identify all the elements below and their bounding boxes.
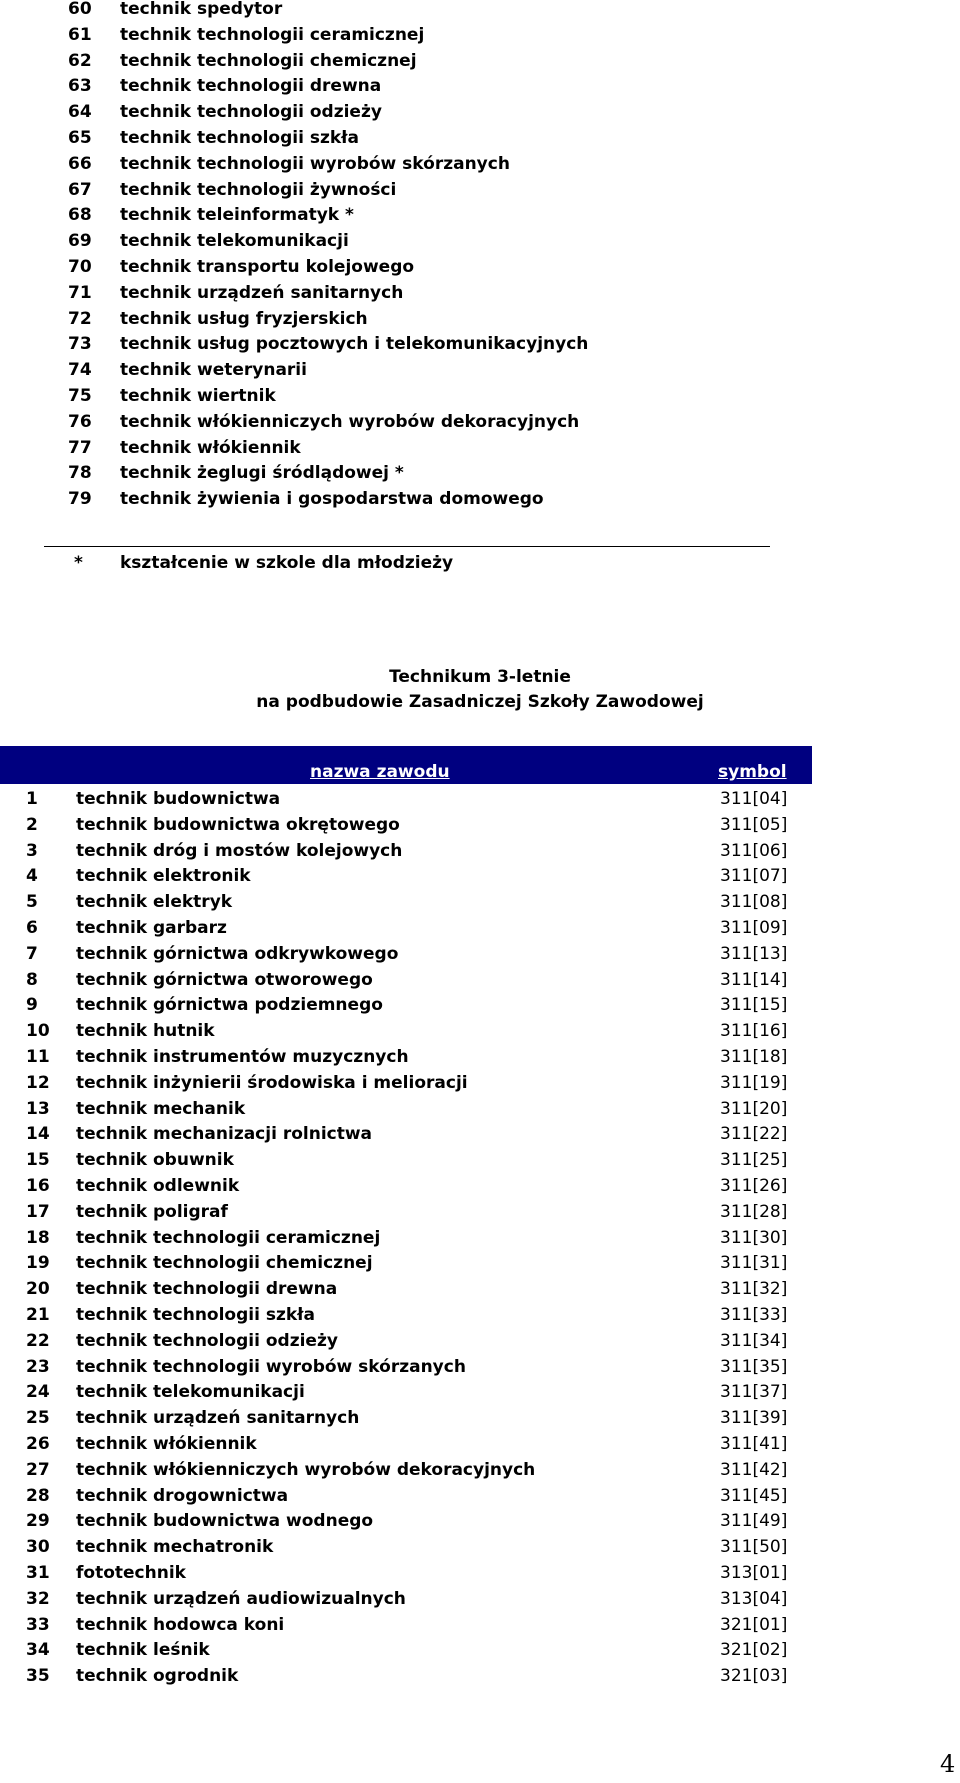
row-number: 23 [26, 1356, 50, 1377]
list-item-name: technik technologii żywności [120, 179, 397, 200]
table-row [0, 1380, 900, 1406]
list-item [0, 74, 900, 100]
occupation-name: technik obuwnik [76, 1150, 234, 1171]
list-item-name: technik teleinformatyk * [120, 205, 354, 226]
occupation-name: technik telekomunikacji [76, 1382, 305, 1403]
occupation-symbol: 321[02] [720, 1640, 788, 1661]
table-row [0, 1303, 900, 1329]
table-row [0, 1071, 900, 1097]
occupation-name: technik budownictwa okrętowego [76, 814, 400, 835]
occupation-symbol: 311[22] [720, 1124, 788, 1145]
table-row [0, 864, 900, 890]
row-number: 10 [26, 1021, 50, 1042]
table-row [0, 1638, 900, 1664]
row-number: 24 [26, 1382, 50, 1403]
occupation-symbol: 311[15] [720, 995, 788, 1016]
table-row [0, 1226, 900, 1252]
row-number: 33 [26, 1614, 50, 1635]
occupation-name: technik technologii ceramicznej [76, 1227, 381, 1248]
occupation-symbol: 311[31] [720, 1253, 788, 1274]
list-item [0, 229, 900, 255]
list-item [0, 152, 900, 178]
list-item [0, 332, 900, 358]
table-row [0, 1122, 900, 1148]
column-header-symbol: symbol [718, 762, 787, 782]
occupation-name: technik elektryk [76, 892, 233, 913]
occupation-symbol: 311[30] [720, 1227, 788, 1248]
table-row [0, 1509, 900, 1535]
occupation-symbol: 321[03] [720, 1666, 788, 1687]
list-item-name: technik technologii chemicznej [120, 50, 417, 71]
occupation-name: technik technologii odzieży [76, 1330, 338, 1351]
column-header-name: nazwa zawodu [310, 762, 450, 782]
occupation-name: technik włókienniczych wyrobów dekoracyjnych [76, 1459, 536, 1480]
occupation-symbol: 311[49] [720, 1511, 788, 1532]
table-row [0, 968, 900, 994]
occupation-name: technik technologii chemicznej [76, 1253, 373, 1274]
list-item [0, 255, 900, 281]
list-item-name: technik włókiennik [120, 437, 301, 458]
row-number: 20 [26, 1279, 50, 1300]
occupation-name: technik dróg i mostów kolejowych [76, 840, 403, 861]
occupation-name: technik technologii szkła [76, 1304, 315, 1325]
row-number: 32 [26, 1588, 50, 1609]
list-item-number: 71 [68, 282, 92, 303]
occupation-name: technik urządzeń audiowizualnych [76, 1588, 406, 1609]
occupation-name: technik włókiennik [76, 1433, 257, 1454]
list-item-number: 64 [68, 102, 92, 123]
list-item [0, 281, 900, 307]
section-subtitle: na podbudowie Zasadniczej Szkoły Zawodowej [256, 692, 704, 712]
list-item-name: technik technologii szkła [120, 127, 359, 148]
list-item-number: 66 [68, 153, 92, 174]
occupation-symbol: 321[01] [720, 1614, 788, 1635]
row-number: 34 [26, 1640, 50, 1661]
occupation-symbol: 311[08] [720, 892, 788, 913]
table-row [0, 1174, 900, 1200]
table-row [0, 1277, 900, 1303]
list-item-number: 61 [68, 24, 92, 45]
occupation-name: technik budownictwa wodnego [76, 1511, 374, 1532]
table-row [0, 1355, 900, 1381]
list-item [0, 487, 900, 513]
occupation-name: technik leśnik [76, 1640, 210, 1661]
table-row [0, 1458, 900, 1484]
list-item-name: technik wiertnik [120, 385, 276, 406]
occupation-symbol: 311[16] [720, 1021, 788, 1042]
occupation-symbol: 311[18] [720, 1046, 788, 1067]
table-row [0, 1664, 900, 1690]
occupation-symbol: 311[07] [720, 866, 788, 887]
table-row [0, 1148, 900, 1174]
occupation-symbol: 311[14] [720, 969, 788, 990]
row-number: 1 [26, 789, 38, 809]
table-row [0, 1613, 900, 1639]
occupation-name: technik górnictwa podziemnego [76, 995, 383, 1016]
table-row [0, 1535, 900, 1561]
row-number: 26 [26, 1433, 50, 1454]
occupation-name: technik technologii drewna [76, 1279, 338, 1300]
row-number: 14 [26, 1124, 50, 1145]
occupation-symbol: 313[04] [720, 1588, 788, 1609]
table-row [0, 1406, 900, 1432]
list-item [0, 49, 900, 75]
occupation-name: technik urządzeń sanitarnych [76, 1408, 360, 1429]
occupation-symbol: 311[45] [720, 1485, 788, 1506]
table-row [0, 993, 900, 1019]
list-item [0, 0, 900, 23]
table-row [0, 1045, 900, 1071]
occupation-symbol: 313[01] [720, 1562, 788, 1583]
occupation-symbol: 311[25] [720, 1150, 788, 1171]
list-item [0, 436, 900, 462]
table-row [0, 1561, 900, 1587]
row-number: 30 [26, 1537, 50, 1558]
table-row [0, 1251, 900, 1277]
page-number: 4 [940, 1750, 956, 1778]
row-number: 2 [26, 814, 38, 835]
occupation-symbol: 311[19] [720, 1072, 788, 1093]
row-number: 6 [26, 917, 38, 938]
list-item [0, 23, 900, 49]
table-row [0, 1587, 900, 1613]
occupation-symbol: 311[50] [720, 1537, 788, 1558]
occupation-name: technik instrumentów muzycznych [76, 1046, 409, 1067]
occupation-symbol: 311[35] [720, 1356, 788, 1377]
list-item-name: technik technologii drewna [120, 76, 382, 97]
row-number: 16 [26, 1175, 50, 1196]
occupation-symbol: 311[20] [720, 1098, 788, 1119]
occupation-name: technik górnictwa otworowego [76, 969, 373, 990]
occupation-name: technik inżynierii środowiska i melioracji [76, 1072, 468, 1093]
footnote-text: kształcenie w szkole dla młodzieży [120, 553, 454, 573]
row-number: 9 [26, 995, 38, 1016]
occupation-symbol: 311[39] [720, 1408, 788, 1429]
occupation-symbol: 311[26] [720, 1175, 788, 1196]
list-item-name: technik usług fryzjerskich [120, 308, 368, 329]
row-number: 18 [26, 1227, 50, 1248]
footnote-divider [44, 546, 770, 547]
list-item-number: 77 [68, 437, 92, 458]
list-item-number: 74 [68, 360, 92, 381]
table-row [0, 1019, 900, 1045]
list-item [0, 410, 900, 436]
list-item-name: technik technologii wyrobów skórzanych [120, 153, 510, 174]
list-item-number: 79 [68, 489, 92, 510]
row-number: 4 [26, 866, 38, 887]
footnote-mark: * [74, 553, 83, 573]
list-item-name: technik telekomunikacji [120, 231, 349, 252]
list-item-number: 75 [68, 385, 92, 406]
row-number: 17 [26, 1201, 50, 1222]
occupation-symbol: 311[37] [720, 1382, 788, 1403]
occupation-name: fototechnik [76, 1562, 186, 1583]
table-row [0, 1097, 900, 1123]
list-item [0, 178, 900, 204]
occupation-name: technik mechanik [76, 1098, 246, 1119]
list-item-number: 65 [68, 127, 92, 148]
row-number: 5 [26, 892, 38, 913]
occupation-symbol: 311[34] [720, 1330, 788, 1351]
occupation-symbol: 311[13] [720, 943, 788, 964]
list-item-number: 73 [68, 334, 92, 355]
list-item-name: technik technologii odzieży [120, 102, 382, 123]
row-number: 19 [26, 1253, 50, 1274]
occupation-symbol: 311[28] [720, 1201, 788, 1222]
occupation-name: technik technologii wyrobów skórzanych [76, 1356, 466, 1377]
table-row [0, 1200, 900, 1226]
list-item-number: 72 [68, 308, 92, 329]
section-title: Technikum 3-letnie [389, 667, 571, 687]
occupation-name: technik górnictwa odkrywkowego [76, 943, 399, 964]
list-item [0, 461, 900, 487]
row-number: 28 [26, 1485, 50, 1506]
list-item-number: 62 [68, 50, 92, 71]
list-item-number: 78 [68, 463, 92, 484]
occupation-name: technik mechanizacji rolnictwa [76, 1124, 373, 1145]
list-item-name: technik włókienniczych wyrobów dekoracyjnych [120, 411, 580, 432]
occupation-symbol: 311[09] [720, 917, 788, 938]
list-item-number: 60 [68, 0, 92, 19]
list-item [0, 358, 900, 384]
list-item [0, 203, 900, 229]
row-number: 3 [26, 840, 38, 861]
row-number: 8 [26, 969, 38, 990]
occupation-symbol: 311[05] [720, 814, 788, 835]
table-row [0, 916, 900, 942]
row-number: 31 [26, 1562, 50, 1583]
occupation-symbol: 311[32] [720, 1279, 788, 1300]
occupation-name: technik mechatronik [76, 1537, 274, 1558]
occupation-symbol: 311[42] [720, 1459, 788, 1480]
list-item-number: 67 [68, 179, 92, 200]
table-row [0, 839, 900, 865]
row-number: 7 [26, 943, 38, 964]
table-row [0, 1329, 900, 1355]
occupation-table [0, 787, 900, 1690]
list-item-name: technik transportu kolejowego [120, 256, 415, 277]
row-number: 11 [26, 1046, 50, 1067]
row-number: 12 [26, 1072, 50, 1093]
list-item-number: 70 [68, 256, 92, 277]
table-row [0, 1432, 900, 1458]
list-item [0, 126, 900, 152]
list-item-number: 68 [68, 205, 92, 226]
list-item-number: 76 [68, 411, 92, 432]
list-item-name: technik weterynarii [120, 360, 307, 381]
list-item-name: technik spedytor [120, 0, 283, 19]
list-item-name: technik urządzeń sanitarnych [120, 282, 404, 303]
occupation-name: technik drogownictwa [76, 1485, 289, 1506]
list-item [0, 100, 900, 126]
occupation-list-continuation [0, 0, 900, 513]
row-number: 22 [26, 1330, 50, 1351]
occupation-symbol: 311[04] [720, 789, 788, 809]
table-row [0, 1484, 900, 1510]
row-number: 25 [26, 1408, 50, 1429]
table-row [0, 813, 900, 839]
row-number: 13 [26, 1098, 50, 1119]
table-row [0, 890, 900, 916]
list-item-name: technik usług pocztowych i telekomunikacyjnych [120, 334, 589, 355]
occupation-symbol: 311[06] [720, 840, 788, 861]
list-item-number: 69 [68, 231, 92, 252]
occupation-name: technik budownictwa [76, 789, 281, 809]
list-item [0, 384, 900, 410]
list-item-name: technik technologii ceramicznej [120, 24, 425, 45]
occupation-symbol: 311[33] [720, 1304, 788, 1325]
list-item-name: technik żywienia i gospodarstwa domowego [120, 489, 544, 510]
row-number: 15 [26, 1150, 50, 1171]
list-item-number: 63 [68, 76, 92, 97]
occupation-name: technik ogrodnik [76, 1666, 239, 1687]
row-number: 27 [26, 1459, 50, 1480]
occupation-name: technik elektronik [76, 866, 251, 887]
row-number: 21 [26, 1304, 50, 1325]
list-item-name: technik żeglugi śródlądowej * [120, 463, 404, 484]
occupation-name: technik poligraf [76, 1201, 228, 1222]
occupation-symbol: 311[41] [720, 1433, 788, 1454]
table-row [0, 942, 900, 968]
table-row [0, 787, 900, 813]
occupation-name: technik hutnik [76, 1021, 215, 1042]
row-number: 29 [26, 1511, 50, 1532]
occupation-name: technik hodowca koni [76, 1614, 285, 1635]
occupation-name: technik odlewnik [76, 1175, 240, 1196]
list-item [0, 307, 900, 333]
occupation-name: technik garbarz [76, 917, 227, 938]
row-number: 35 [26, 1666, 50, 1687]
